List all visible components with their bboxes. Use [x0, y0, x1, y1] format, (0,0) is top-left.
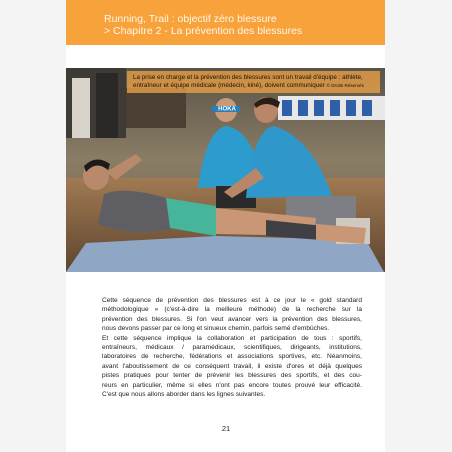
body-line: laboratoires de recherche, fédérations et associations sportives, etc. Néanmoins, — [102, 353, 362, 361]
body-line: reurs en particulier, même si elles n'ont pas encore toutes prouvé leur efficacité. — [102, 381, 362, 389]
shirt-logo: HOKA — [218, 106, 236, 112]
body-line: nous devons passer par ce long et sinueux chemin, parfois semé d'embûches. — [102, 325, 330, 333]
team-care-photo — [66, 68, 385, 272]
body-line: prévention des blessures. Si l'on veut avancer vers la prévention des blessures, — [102, 315, 362, 323]
body-line: méthodologique » (c'est-à-dire la meilleure méthode) de la recherche sur la — [102, 306, 362, 314]
page-number: 21 — [221, 424, 231, 433]
body-line: entraîneurs, médicaux / paramédicaux, scientifiques, dirigeants, institutions, — [102, 344, 362, 352]
body-line: Et cette séquence implique la collaboration et participation de tous : sportifs, — [102, 334, 362, 342]
body-line: pistes pratiques pour tenter de prévenir les blessures des sportifs, et des cou- — [102, 372, 362, 380]
caption-line-2 — [133, 82, 364, 90]
caption-credit: © Droits Réservés — [326, 83, 364, 88]
header-title-line-1: Running, Trail : objectif zéro blessure — [104, 13, 277, 25]
photo-caption — [127, 71, 380, 93]
header-title-line-2: > Chapitre 2 - La prévention des blessures — [104, 25, 303, 37]
caption-line-2-text: entraîneur et équipe médicale (médecin, kiné), doivent communiquer — [133, 82, 327, 89]
body-line: Cette séquence de prévention des blessures est à ce jour le « gold standard — [102, 297, 362, 304]
body-line: C'est que nous allons aborder dans les lignes suivantes. — [102, 391, 266, 399]
body-paragraph — [102, 296, 362, 399]
caption-line-1: La prise en charge et la prévention des blessures sont un travail d'équipe : athlète, — [133, 74, 363, 81]
body-line: avant l'aboutissement de ce conséquent travail, il existe d'ores et déjà quelques — [102, 362, 362, 370]
